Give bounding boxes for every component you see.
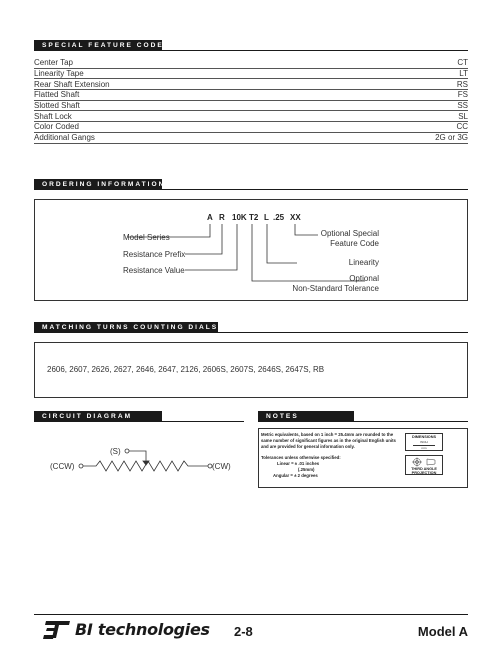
feature-name: Shaft Lock — [34, 111, 72, 121]
feature-name: Flatted Shaft — [34, 90, 80, 100]
table-row — [34, 79, 468, 90]
dials-box — [34, 342, 468, 398]
feature-code: 2G or 3G — [435, 133, 468, 143]
code-part-value: 10K — [232, 213, 247, 222]
section-rule — [34, 421, 244, 422]
notes-box — [258, 428, 468, 488]
feature-code: CC — [456, 122, 468, 132]
code-part-prefix: R — [219, 213, 225, 222]
section-rule — [258, 421, 468, 422]
section-rule — [34, 50, 468, 51]
dimensions-legend: DIMENSIONS INCH mm — [405, 433, 443, 451]
ccw-label: (CCW) — [50, 462, 75, 471]
section-rule — [34, 332, 468, 333]
label-optional: Optional — [349, 274, 379, 283]
table-row — [34, 58, 468, 69]
projection-legend: THIRD ANGLE PROJECTION — [405, 455, 443, 475]
notes-body: Metric equivalents, based on 1 inch = 25.4mm are rounded to the same number of significant figures as in the original English units and are provided for general information only. Tolerances unless otherwise specified: Linear = ± .01 inches (.25mm) Angular = ± 2 degrees — [261, 432, 396, 479]
code-part-tolerance: T2 — [249, 213, 259, 222]
feature-name: Color Coded — [34, 122, 79, 132]
bi-technologies-logo — [42, 618, 212, 644]
page-number: 2-8 — [234, 624, 253, 639]
label-linearity: Linearity — [348, 258, 379, 267]
section-rule — [34, 189, 468, 190]
table-row — [34, 122, 468, 133]
table-row — [34, 133, 468, 144]
table-row — [34, 69, 468, 80]
feature-code: SL — [458, 111, 468, 121]
projection-icon — [406, 457, 442, 467]
matching-dials-header: MATCHING TURNS COUNTING DIALS — [34, 322, 218, 333]
table-row — [34, 111, 468, 122]
feature-name: Linearity Tape — [34, 69, 84, 79]
label-feature-code: Feature Code — [330, 239, 379, 248]
circuit-diagram-header: CIRCUIT DIAGRAM — [34, 411, 162, 422]
label-resistance-prefix: Resistance Prefix — [123, 250, 186, 259]
brand-name: BI technologies — [75, 620, 210, 639]
code-part-special: XX — [290, 213, 301, 222]
feature-codes-table — [34, 58, 468, 144]
feature-code: FS — [457, 90, 468, 100]
table-row — [34, 90, 468, 101]
table-row — [34, 101, 468, 112]
label-non-standard-tolerance: Non-Standard Tolerance — [292, 284, 379, 293]
code-part-model: A — [207, 213, 213, 222]
ordering-connector-lines — [35, 200, 469, 302]
ordering-box — [34, 199, 468, 301]
circuit-diagram — [34, 428, 244, 488]
wiper-label: (S) — [110, 447, 121, 456]
model-name: Model A — [417, 624, 468, 639]
feature-name: Additional Gangs — [34, 133, 95, 143]
feature-name: Rear Shaft Extension — [34, 79, 110, 89]
label-model-series: Model Series — [123, 233, 170, 242]
dials-list: 2606, 2607, 2626, 2627, 2646, 2647, 2126, 2606S, 2607S, 2646S, 2647S, RB — [47, 365, 325, 374]
bi-logo-mark — [42, 618, 72, 642]
code-part-shaft: .25 — [273, 213, 285, 222]
potentiometer-symbol — [34, 428, 244, 488]
label-optional-special: Optional Special — [320, 229, 379, 238]
notes-header: NOTES — [258, 411, 354, 422]
ordering-information-header: ORDERING INFORMATION — [34, 179, 162, 190]
label-resistance-value: Resistance Value — [123, 266, 185, 275]
feature-code: CT — [457, 58, 468, 68]
code-part-linearity: L — [264, 213, 269, 222]
footer-rule — [34, 614, 468, 615]
cw-label: (CW) — [212, 462, 231, 471]
feature-name: Slotted Shaft — [34, 101, 80, 111]
feature-code: SS — [457, 101, 468, 111]
special-feature-codes-header: SPECIAL FEATURE CODES — [34, 40, 162, 51]
feature-name: Center Tap — [34, 58, 73, 68]
feature-code: RS — [456, 79, 468, 89]
feature-code: LT — [459, 69, 468, 79]
